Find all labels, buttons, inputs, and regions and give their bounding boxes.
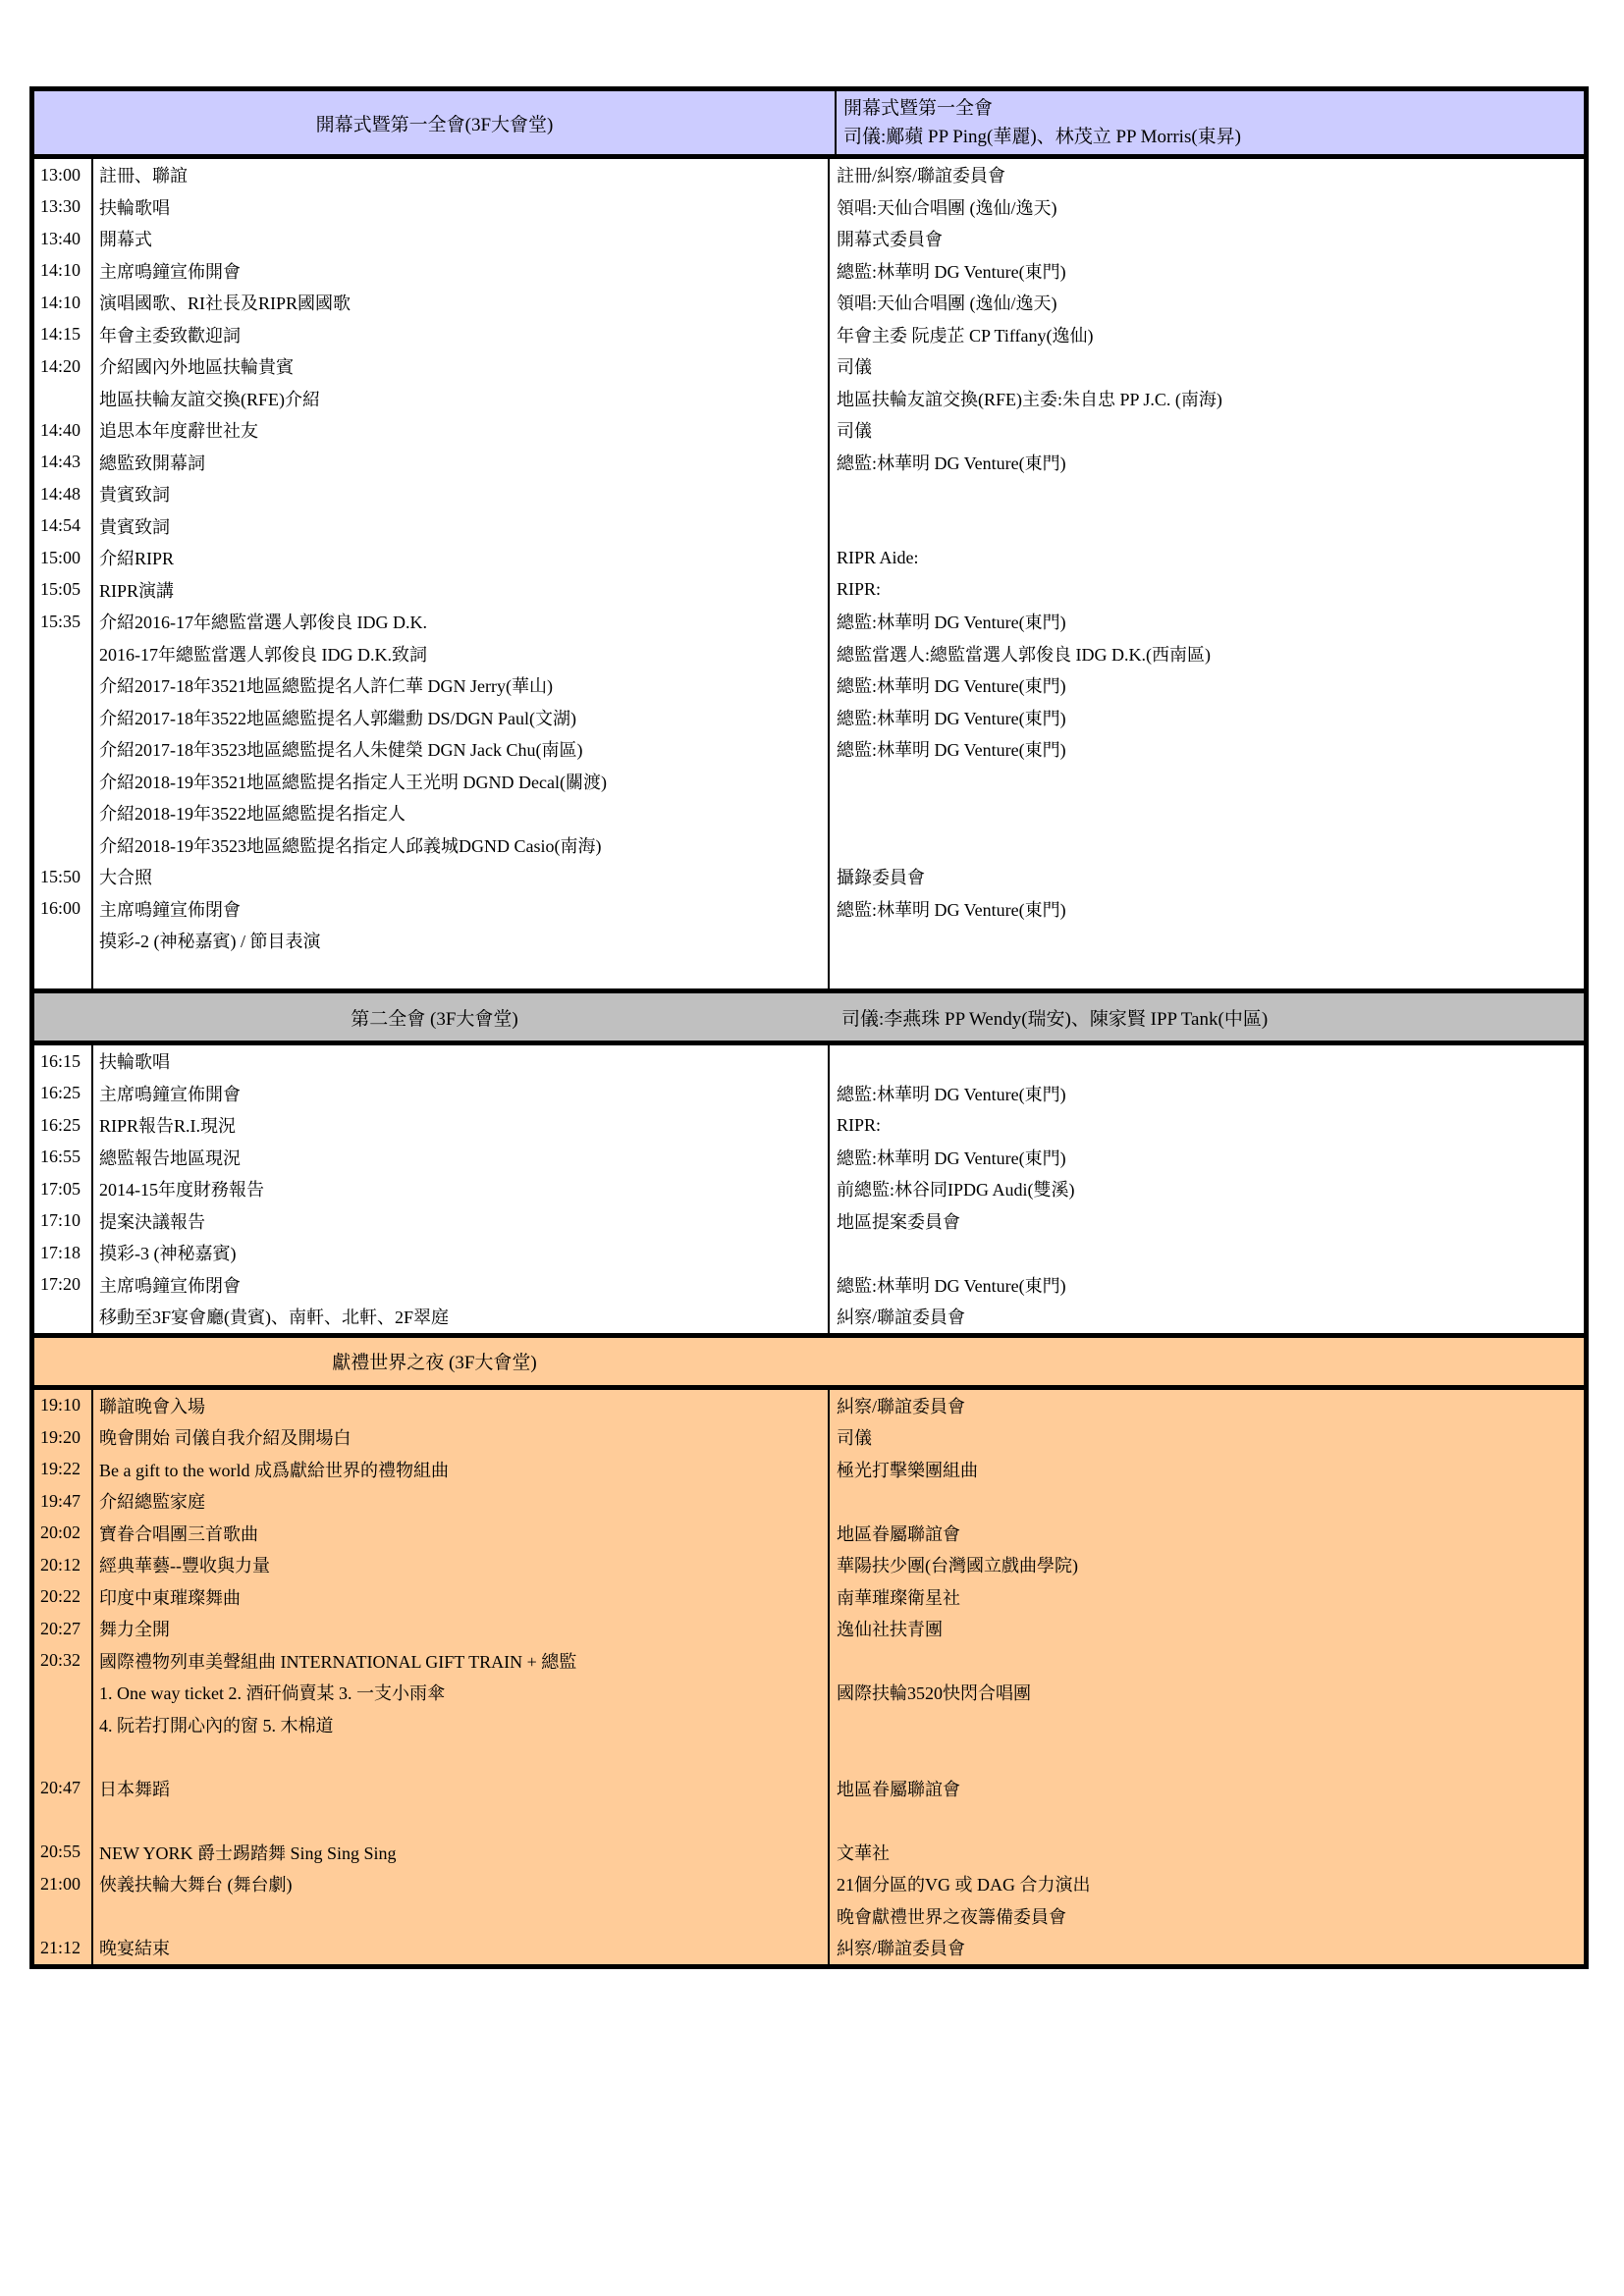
event-cell: 摸彩-2 (神秘嘉賓) / 節目表演: [91, 925, 830, 957]
schedule-row: [34, 957, 1584, 989]
schedule-row: [34, 447, 1584, 479]
person-cell: [830, 829, 1584, 862]
person-cell: 地區提案委員會: [837, 1211, 960, 1232]
time-cell: 16:15: [40, 1050, 81, 1071]
event-cell: 介紹2017-18年3521地區總監提名人許仁華 DGN Jerry(華山): [91, 669, 830, 702]
time-cell: 17:10: [40, 1210, 81, 1231]
event-cell: 地區扶輪友誼交換(RFE)介紹: [91, 383, 830, 415]
schedule-row: [34, 1740, 1584, 1773]
event-cell: 介紹2018-19年3522地區總監提名指定人: [91, 797, 830, 829]
schedule-row: [34, 1613, 1584, 1645]
person-cell: [830, 1237, 1584, 1269]
person-cell: 總監:林華明 DG Venture(東門): [837, 453, 1066, 473]
person-cell: 南華璀璨衛星社: [837, 1587, 960, 1608]
time-cell: 13:30: [40, 196, 81, 217]
event-cell: 2014-15年度財務報告: [91, 1173, 830, 1205]
event-cell: 註冊、聯誼: [91, 159, 830, 191]
time-cell: 16:00: [40, 898, 81, 919]
schedule-row: [34, 1109, 1584, 1142]
schedule-row: [34, 478, 1584, 510]
event-cell: 晚會開始 司儀自我介紹及開場白: [91, 1421, 830, 1454]
person-cell: [830, 1709, 1584, 1741]
event-cell: 年會主委致歡迎詞: [91, 319, 830, 351]
person-cell: 總監:林華明 DG Venture(東門): [837, 1148, 1066, 1168]
time-cell: [34, 797, 91, 829]
schedule-row: [34, 1868, 1584, 1900]
person-cell: 地區扶輪友誼交換(RFE)主委:朱自忠 PP J.C. (南海): [837, 389, 1222, 409]
person-cell: 總監:林華明 DG Venture(東門): [837, 899, 1066, 920]
schedule-row: [34, 1205, 1584, 1238]
time-cell: 15:00: [40, 547, 81, 567]
event-cell: 日本舞蹈: [91, 1773, 830, 1805]
time-cell: 19:22: [40, 1459, 81, 1479]
person-cell: [830, 925, 1584, 957]
time-cell: 19:47: [40, 1490, 81, 1511]
schedule-row: [34, 606, 1584, 638]
time-cell: 16:25: [40, 1114, 81, 1135]
person-cell: 21個分區的VG 或 DAG 合力演出: [837, 1875, 1091, 1896]
person-cell: 總監:林華明 DG Venture(東門): [837, 1275, 1066, 1296]
event-cell: 大合照: [91, 861, 830, 893]
event-cell: 主席鳴鐘宣佈開會: [91, 255, 830, 288]
event-cell: 俠義扶輪大舞台 (舞台劇): [91, 1868, 830, 1900]
section-title: 第二全會 (3F大會堂): [351, 1008, 518, 1030]
schedule-row: [34, 638, 1584, 670]
person-cell: 註冊/糾察/聯誼委員會: [837, 166, 1006, 187]
time-cell: 17:18: [40, 1242, 81, 1262]
person-cell: 華陽扶少團(台灣國立戲曲學院): [837, 1556, 1078, 1576]
person-cell: 地區眷屬聯誼會: [837, 1779, 960, 1799]
person-cell: [830, 478, 1584, 510]
person-cell: 領唱:天仙合唱團 (逸仙/逸天): [837, 294, 1057, 314]
section-subtitle: 開幕式暨第一全會: [843, 98, 994, 119]
schedule-row: [34, 255, 1584, 288]
event-cell: 介紹國內外地區扶輪貴賓: [91, 350, 830, 383]
event-cell: 印度中東璀璨舞曲: [91, 1581, 830, 1614]
event-cell: 扶輪歌唱: [91, 191, 830, 224]
schedule-row: [34, 1804, 1584, 1837]
schedule-row: [34, 1581, 1584, 1614]
time-cell: 20:47: [40, 1778, 81, 1798]
time-cell: 13:00: [40, 164, 81, 185]
event-cell: RIPR演講: [91, 574, 830, 607]
event-cell: 介紹2018-19年3523地區總監提名指定人邱義城DGND Casio(南海): [91, 829, 830, 862]
time-cell: 20:02: [40, 1522, 81, 1543]
schedule-row: [34, 350, 1584, 383]
person-cell: [830, 1645, 1584, 1678]
schedule-row: [34, 159, 1584, 191]
event-cell: 主席鳴鐘宣佈閉會: [91, 893, 830, 926]
time-cell: 20:27: [40, 1618, 81, 1638]
schedule-row: [34, 925, 1584, 957]
section-rows-second-plenary: [34, 1045, 1584, 1333]
event-cell: 介紹2017-18年3523地區總監提名人朱健榮 DGN Jack Chu(南區): [91, 733, 830, 766]
schedule-row: [34, 1454, 1584, 1486]
time-cell: 20:55: [40, 1842, 81, 1862]
time-cell: 14:43: [40, 452, 81, 472]
person-cell: 年會主委 阮虔芷 CP Tiffany(逸仙): [837, 325, 1094, 346]
section-emcee-info: [835, 993, 1584, 1041]
time-cell: [34, 383, 91, 415]
event-cell: 舞力全開: [91, 1613, 830, 1645]
event-cell: 介紹RIPR: [91, 542, 830, 574]
person-cell: [830, 766, 1584, 798]
person-cell: 攝錄委員會: [837, 868, 925, 888]
person-cell: 地區眷屬聯誼會: [837, 1523, 960, 1544]
schedule-row: [34, 766, 1584, 798]
schedule-row: [34, 510, 1584, 543]
emcee-line: 司儀:李燕珠 PP Wendy(瑞安)、陳家賢 IPP Tank(中區): [841, 1008, 1269, 1030]
schedule-row: [34, 1709, 1584, 1741]
time-cell: [34, 1709, 91, 1741]
event-cell: NEW YORK 爵士踢踏舞 Sing Sing Sing: [91, 1837, 830, 1869]
time-cell: [34, 1301, 91, 1333]
schedule-row: [34, 1837, 1584, 1869]
schedule-table: [29, 86, 1589, 1969]
person-cell: 司儀: [837, 1428, 872, 1449]
schedule-row: [34, 1900, 1584, 1933]
person-cell: 總監:林華明 DG Venture(東門): [837, 740, 1066, 761]
time-cell: 13:40: [40, 228, 81, 248]
event-cell: 經典華藝--豐收與力量: [91, 1549, 830, 1581]
schedule-row: [34, 861, 1584, 893]
section-header-opening-plenary: [34, 91, 1584, 159]
person-cell: 總監當選人:總監當選人郭俊良 IDG D.K.(西南區): [837, 644, 1211, 665]
section-rows-gift-night: [34, 1390, 1584, 1964]
schedule-row: [34, 1237, 1584, 1269]
person-cell: [830, 1740, 1584, 1773]
schedule-row: [34, 287, 1584, 319]
time-cell: [34, 829, 91, 862]
event-cell: [91, 1804, 830, 1837]
time-cell: 21:12: [40, 1937, 81, 1957]
schedule-row: [34, 191, 1584, 224]
time-cell: [34, 766, 91, 798]
event-cell: 晚宴結束: [91, 1932, 830, 1964]
person-cell: 糾察/聯誼委員會: [837, 1308, 966, 1328]
person-cell: 司儀: [837, 421, 872, 442]
event-cell: 提案決議報告: [91, 1205, 830, 1238]
person-cell: 總監:林華明 DG Venture(東門): [837, 676, 1066, 697]
time-cell: 15:05: [40, 579, 81, 600]
event-cell: RIPR報告R.I.現況: [91, 1109, 830, 1142]
time-cell: 14:40: [40, 419, 81, 440]
schedule-row: [34, 1485, 1584, 1518]
schedule-row: [34, 383, 1584, 415]
event-cell: 聯誼晚會入場: [91, 1390, 830, 1422]
schedule-row: [34, 319, 1584, 351]
section-rows-opening-plenary: [34, 159, 1584, 988]
schedule-row: [34, 797, 1584, 829]
time-cell: 16:25: [40, 1083, 81, 1103]
event-cell: 扶輪歌唱: [91, 1045, 830, 1078]
event-cell: [91, 1740, 830, 1773]
schedule-row: [34, 542, 1584, 574]
time-cell: [34, 1804, 91, 1837]
person-cell: 總監:林華明 DG Venture(東門): [837, 261, 1066, 282]
event-cell: 國際禮物列車美聲組曲 INTERNATIONAL GIFT TRAIN + 總監: [91, 1645, 830, 1678]
schedule-row: [34, 1773, 1584, 1805]
person-cell: 晚會獻禮世界之夜籌備委員會: [837, 1906, 1066, 1927]
time-cell: 20:12: [40, 1554, 81, 1575]
schedule-row: [34, 414, 1584, 447]
event-cell: 貴賓致詞: [91, 510, 830, 543]
event-cell: 介紹2017-18年3522地區總監提名人郭繼勳 DS/DGN Paul(文湖): [91, 702, 830, 734]
event-cell: 2016-17年總監當選人郭俊良 IDG D.K.致詞: [91, 638, 830, 670]
time-cell: [34, 702, 91, 734]
person-cell: RIPR:: [837, 579, 882, 600]
person-cell: 極光打擊樂團組曲: [837, 1460, 978, 1480]
event-cell: 摸彩-3 (神秘嘉賓): [91, 1237, 830, 1269]
person-cell: [830, 1804, 1584, 1837]
event-cell: Be a gift to the world 成爲獻給世界的禮物組曲: [91, 1454, 830, 1486]
person-cell: [830, 797, 1584, 829]
event-cell: 移動至3F宴會廳(貴賓)、南軒、北軒、2F翠庭: [91, 1301, 830, 1333]
schedule-row: [34, 1078, 1584, 1110]
schedule-row: [34, 1518, 1584, 1550]
event-cell: 追思本年度辭世社友: [91, 414, 830, 447]
section-emcee-info: [835, 1338, 1584, 1385]
person-cell: 文華社: [837, 1842, 890, 1863]
time-cell: 15:50: [40, 866, 81, 886]
person-cell: [830, 510, 1584, 543]
event-cell: 主席鳴鐘宣佈開會: [91, 1078, 830, 1110]
schedule-row: [34, 1932, 1584, 1964]
event-cell: [91, 1900, 830, 1933]
section-header-second-plenary: [34, 988, 1584, 1045]
event-cell: 貴賓致詞: [91, 478, 830, 510]
schedule-row: [34, 1421, 1584, 1454]
schedule-row: [34, 1142, 1584, 1174]
person-cell: 開幕式委員會: [837, 230, 943, 250]
time-cell: [34, 733, 91, 766]
schedule-row: [34, 1045, 1584, 1078]
time-cell: [34, 925, 91, 957]
time-cell: 14:10: [40, 292, 81, 312]
time-cell: [34, 1740, 91, 1773]
schedule-row: [34, 829, 1584, 862]
emcee-line: 司儀:鄺蘋 PP Ping(華麗)、林茂立 PP Morris(東昇): [843, 127, 1242, 147]
person-cell: [830, 1045, 1584, 1078]
event-cell: 總監致開幕詞: [91, 447, 830, 479]
schedule-row: [34, 1301, 1584, 1333]
person-cell: RIPR Aide:: [837, 547, 919, 567]
person-cell: 糾察/聯誼委員會: [837, 1939, 966, 1959]
time-cell: 14:10: [40, 260, 81, 281]
schedule-row: [34, 1677, 1584, 1709]
event-cell: 介紹2016-17年總監當選人郭俊良 IDG D.K.: [91, 606, 830, 638]
schedule-row: [34, 574, 1584, 607]
time-cell: [34, 1900, 91, 1933]
time-cell: 14:48: [40, 483, 81, 504]
time-cell: 16:55: [40, 1147, 81, 1167]
time-cell: [34, 957, 91, 989]
section-title: 開幕式暨第一全會(3F大會堂): [315, 114, 554, 135]
person-cell: 逸仙社扶青團: [837, 1620, 943, 1640]
time-cell: 21:00: [40, 1873, 81, 1894]
person-cell: [830, 957, 1584, 989]
time-cell: [34, 1677, 91, 1709]
schedule-row: [34, 669, 1584, 702]
person-cell: 前總監:林谷同IPDG Audi(雙溪): [837, 1180, 1075, 1201]
time-cell: 15:35: [40, 611, 81, 631]
person-cell: 糾察/聯誼委員會: [837, 1396, 966, 1416]
person-cell: 領唱:天仙合唱團 (逸仙/逸天): [837, 197, 1057, 218]
event-cell: 開幕式: [91, 223, 830, 255]
schedule-row: [34, 733, 1584, 766]
time-cell: 20:32: [40, 1650, 81, 1671]
time-cell: 14:20: [40, 355, 81, 376]
time-cell: 20:22: [40, 1586, 81, 1607]
time-cell: [34, 638, 91, 670]
time-cell: 14:54: [40, 515, 81, 536]
schedule-row: [34, 893, 1584, 926]
person-cell: 國際扶輪3520快閃合唱團: [837, 1683, 1031, 1704]
event-cell: 1. One way ticket 2. 酒矸倘賣某 3. 一支小雨傘: [91, 1677, 830, 1709]
schedule-row: [34, 1269, 1584, 1302]
time-cell: 17:05: [40, 1178, 81, 1199]
person-cell: RIPR:: [837, 1114, 882, 1135]
section-title: 獻禮世界之夜 (3F大會堂): [332, 1353, 537, 1373]
schedule-row: [34, 223, 1584, 255]
time-cell: 19:10: [40, 1395, 81, 1415]
time-cell: 17:20: [40, 1274, 81, 1295]
event-cell: 演唱國歌、RI社長及RIPR國國歌: [91, 287, 830, 319]
schedule-row: [34, 1390, 1584, 1422]
person-cell: 總監:林華明 DG Venture(東門): [837, 613, 1066, 633]
person-cell: 總監:林華明 DG Venture(東門): [837, 1084, 1066, 1104]
time-cell: 19:20: [40, 1426, 81, 1447]
person-cell: [830, 1485, 1584, 1518]
event-cell: 介紹總監家庭: [91, 1485, 830, 1518]
person-cell: 司儀: [837, 357, 872, 378]
event-cell: [91, 957, 830, 989]
event-cell: 介紹2018-19年3521地區總監提名指定人王光明 DGND Decal(關渡): [91, 766, 830, 798]
schedule-row: [34, 1173, 1584, 1205]
event-cell: 總監報告地區現況: [91, 1142, 830, 1174]
schedule-row: [34, 1549, 1584, 1581]
person-cell: 總監:林華明 DG Venture(東門): [837, 708, 1066, 728]
event-cell: 寶眷合唱團三首歌曲: [91, 1518, 830, 1550]
time-cell: 14:15: [40, 324, 81, 345]
schedule-row: [34, 702, 1584, 734]
section-emcee-info: [835, 91, 1584, 154]
schedule-row: [34, 1645, 1584, 1678]
time-cell: [34, 669, 91, 702]
event-cell: 4. 阮若打開心內的窗 5. 木棉道: [91, 1709, 830, 1741]
event-cell: 主席鳴鐘宣佈閉會: [91, 1269, 830, 1302]
section-header-gift-night: [34, 1333, 1584, 1390]
